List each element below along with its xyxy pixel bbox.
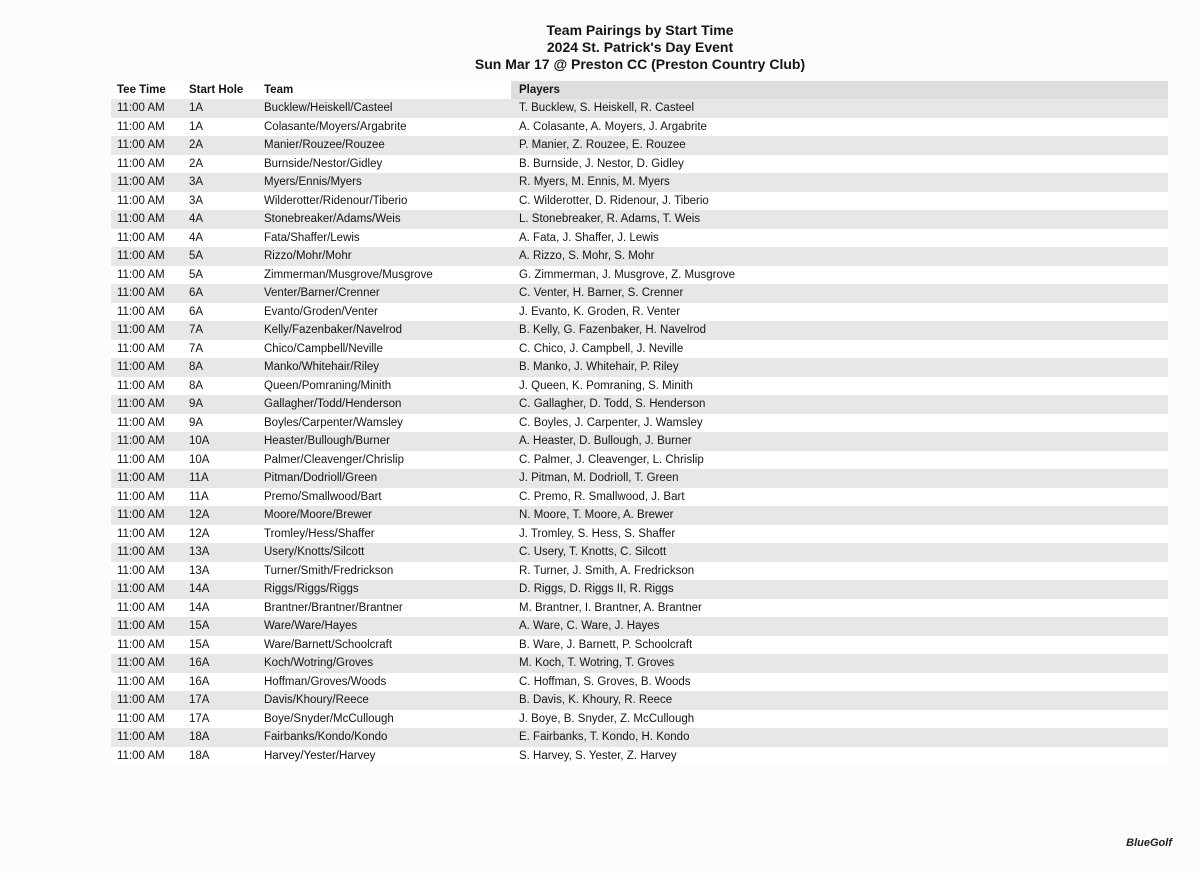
cell-start-hole: 6A <box>189 287 204 300</box>
cell-team: Turner/Smith/Fredrickson <box>264 564 394 577</box>
table-row <box>111 321 1168 340</box>
cell-tee-time: 11:00 AM <box>117 712 165 725</box>
table-row <box>111 377 1168 396</box>
document-title: Team Pairings by Start Time <box>546 22 734 38</box>
table-row <box>111 451 1168 470</box>
table-row <box>111 340 1168 359</box>
cell-start-hole: 14A <box>189 601 210 614</box>
column-header-team: Team <box>264 84 294 96</box>
table-row <box>111 136 1168 155</box>
table-row <box>111 599 1168 618</box>
event-date-location: Sun Mar 17 @ Preston CC (Preston Country Club) <box>474 56 806 72</box>
cell-start-hole: 14A <box>189 583 210 596</box>
cell-start-hole: 16A <box>189 675 210 688</box>
cell-players: M. Brantner, I. Brantner, A. Brantner <box>519 601 702 614</box>
cell-tee-time: 11:00 AM <box>117 176 165 189</box>
cell-tee-time: 11:00 AM <box>117 527 165 540</box>
column-header-start-hole: Start Hole <box>189 84 244 96</box>
cell-players: L. Stonebreaker, R. Adams, T. Weis <box>519 213 701 226</box>
cell-players: B. Ware, J. Barnett, P. Schoolcraft <box>519 638 693 651</box>
cell-team: Chico/Campbell/Neville <box>264 342 383 355</box>
cell-start-hole: 16A <box>189 657 210 670</box>
cell-players: J. Pitman, M. Dodrioll, T. Green <box>519 472 679 485</box>
cell-team: Davis/Khoury/Reece <box>264 694 369 707</box>
table-body <box>111 99 1168 765</box>
cell-team: Ware/Barnett/Schoolcraft <box>264 638 393 651</box>
cell-players: T. Bucklew, S. Heiskell, R. Casteel <box>519 102 695 115</box>
cell-players: B. Kelly, G. Fazenbaker, H. Navelrod <box>519 324 707 337</box>
cell-players: S. Harvey, S. Yester, Z. Harvey <box>519 749 677 762</box>
table-row <box>111 229 1168 248</box>
cell-players: C. Usery, T. Knotts, C. Silcott <box>519 546 667 559</box>
cell-players: C. Chico, J. Campbell, J. Neville <box>519 342 684 355</box>
cell-tee-time: 11:00 AM <box>117 305 165 318</box>
cell-team: Venter/Barner/Crenner <box>264 287 380 300</box>
cell-start-hole: 1A <box>189 102 204 115</box>
table-row <box>111 395 1168 414</box>
table-row <box>111 654 1168 673</box>
table-row <box>111 525 1168 544</box>
cell-start-hole: 17A <box>189 694 210 707</box>
table-row <box>111 488 1168 507</box>
cell-team: Zimmerman/Musgrove/Musgrove <box>264 268 433 281</box>
cell-team: Colasante/Moyers/Argabrite <box>264 120 407 133</box>
cell-start-hole: 2A <box>189 157 204 170</box>
cell-start-hole: 12A <box>189 509 210 522</box>
cell-tee-time: 11:00 AM <box>117 749 165 762</box>
cell-players: A. Ware, C. Ware, J. Hayes <box>519 620 660 633</box>
cell-start-hole: 6A <box>189 305 204 318</box>
cell-start-hole: 12A <box>189 527 210 540</box>
cell-players: A. Fata, J. Shaffer, J. Lewis <box>519 231 659 244</box>
table-row <box>111 562 1168 581</box>
cell-team: Fata/Shaffer/Lewis <box>264 231 360 244</box>
cell-team: Burnside/Nestor/Gidley <box>264 157 383 170</box>
cell-tee-time: 11:00 AM <box>117 250 165 263</box>
cell-team: Wilderotter/Ridenour/Tiberio <box>264 194 408 207</box>
cell-players: B. Manko, J. Whitehair, P. Riley <box>519 361 679 374</box>
cell-players: C. Venter, H. Barner, S. Crenner <box>519 287 684 300</box>
cell-team: Manko/Whitehair/Riley <box>264 361 380 374</box>
cell-tee-time: 11:00 AM <box>117 157 165 170</box>
cell-start-hole: 4A <box>189 231 204 244</box>
cell-players: J. Queen, K. Pomraning, S. Minith <box>519 379 693 392</box>
cell-team: Manier/Rouzee/Rouzee <box>264 139 385 152</box>
cell-tee-time: 11:00 AM <box>117 194 165 207</box>
cell-players: M. Koch, T. Wotring, T. Groves <box>519 657 675 670</box>
cell-players: A. Heaster, D. Bullough, J. Burner <box>519 435 692 448</box>
cell-tee-time: 11:00 AM <box>117 416 165 429</box>
cell-tee-time: 11:00 AM <box>117 620 165 633</box>
cell-tee-time: 11:00 AM <box>117 379 165 392</box>
cell-start-hole: 17A <box>189 712 210 725</box>
cell-start-hole: 9A <box>189 416 204 429</box>
cell-start-hole: 3A <box>189 176 204 189</box>
cell-players: C. Hoffman, S. Groves, B. Woods <box>519 675 691 688</box>
cell-team: Fairbanks/Kondo/Kondo <box>264 731 388 744</box>
cell-team: Gallagher/Todd/Henderson <box>264 398 402 411</box>
cell-start-hole: 4A <box>189 213 204 226</box>
cell-players: C. Boyles, J. Carpenter, J. Wamsley <box>519 416 703 429</box>
cell-tee-time: 11:00 AM <box>117 268 165 281</box>
table-header-row <box>111 81 1168 99</box>
cell-start-hole: 9A <box>189 398 204 411</box>
table-row <box>111 414 1168 433</box>
cell-team: Moore/Moore/Brewer <box>264 509 373 522</box>
cell-start-hole: 11A <box>189 490 209 503</box>
cell-team: Tromley/Hess/Shaffer <box>264 527 375 540</box>
cell-start-hole: 7A <box>189 324 204 337</box>
cell-team: Koch/Wotring/Groves <box>264 657 374 670</box>
cell-tee-time: 11:00 AM <box>117 731 165 744</box>
cell-tee-time: 11:00 AM <box>117 546 165 559</box>
cell-players: R. Turner, J. Smith, A. Fredrickson <box>519 564 695 577</box>
cell-start-hole: 15A <box>189 620 210 633</box>
column-header-players: Players <box>511 81 1168 99</box>
table-row <box>111 506 1168 525</box>
cell-team: Riggs/Riggs/Riggs <box>264 583 359 596</box>
cell-tee-time: 11:00 AM <box>117 435 165 448</box>
table-row <box>111 432 1168 451</box>
cell-team: Boye/Snyder/McCullough <box>264 712 394 725</box>
cell-team: Myers/Ennis/Myers <box>264 176 362 189</box>
cell-team: Kelly/Fazenbaker/Navelrod <box>264 324 403 337</box>
cell-start-hole: 3A <box>189 194 204 207</box>
cell-start-hole: 13A <box>189 564 210 577</box>
cell-players: N. Moore, T. Moore, A. Brewer <box>519 509 674 522</box>
cell-tee-time: 11:00 AM <box>117 102 165 115</box>
table-row <box>111 673 1168 692</box>
cell-team: Stonebreaker/Adams/Weis <box>264 213 401 226</box>
cell-players: J. Boye, B. Snyder, Z. McCullough <box>519 712 695 725</box>
column-header-tee-time: Tee Time <box>117 84 166 96</box>
cell-team: Rizzo/Mohr/Mohr <box>264 250 352 263</box>
table-row <box>111 691 1168 710</box>
cell-start-hole: 1A <box>189 120 204 133</box>
table-row <box>111 469 1168 488</box>
cell-tee-time: 11:00 AM <box>117 490 165 503</box>
cell-tee-time: 11:00 AM <box>117 287 165 300</box>
cell-team: Brantner/Brantner/Brantner <box>264 601 403 614</box>
document-header <box>0 22 1200 73</box>
cell-players: J. Tromley, S. Hess, S. Shaffer <box>519 527 676 540</box>
table-row <box>111 636 1168 655</box>
table-row <box>111 155 1168 174</box>
cell-start-hole: 11A <box>189 472 209 485</box>
cell-tee-time: 11:00 AM <box>117 231 165 244</box>
cell-team: Palmer/Cleavenger/Chrislip <box>264 453 404 466</box>
cell-tee-time: 11:00 AM <box>117 453 165 466</box>
cell-team: Pitman/Dodrioll/Green <box>264 472 378 485</box>
cell-tee-time: 11:00 AM <box>117 213 165 226</box>
cell-players: G. Zimmerman, J. Musgrove, Z. Musgrove <box>519 268 735 281</box>
cell-tee-time: 11:00 AM <box>117 694 165 707</box>
cell-players: B. Davis, K. Khoury, R. Reece <box>519 694 673 707</box>
table-row <box>111 173 1168 192</box>
table-row <box>111 747 1168 766</box>
table-row <box>111 617 1168 636</box>
cell-team: Hoffman/Groves/Woods <box>264 675 387 688</box>
event-name: 2024 St. Patrick's Day Event <box>546 39 734 55</box>
cell-start-hole: 15A <box>189 638 210 651</box>
table-row <box>111 710 1168 729</box>
cell-team: Boyles/Carpenter/Wamsley <box>264 416 403 429</box>
cell-tee-time: 11:00 AM <box>117 120 165 133</box>
table-row <box>111 284 1168 303</box>
cell-players: B. Burnside, J. Nestor, D. Gidley <box>519 157 684 170</box>
cell-tee-time: 11:00 AM <box>117 361 165 374</box>
cell-players: A. Colasante, A. Moyers, J. Argabrite <box>519 120 707 133</box>
cell-start-hole: 7A <box>189 342 204 355</box>
cell-tee-time: 11:00 AM <box>117 675 165 688</box>
table-row <box>111 118 1168 137</box>
cell-players: C. Wilderotter, D. Ridenour, J. Tiberio <box>519 194 709 207</box>
table-row <box>111 192 1168 211</box>
pairings-table <box>111 81 1168 765</box>
cell-tee-time: 11:00 AM <box>117 342 165 355</box>
cell-tee-time: 11:00 AM <box>117 472 165 485</box>
cell-start-hole: 13A <box>189 546 210 559</box>
cell-start-hole: 10A <box>189 453 210 466</box>
table-row <box>111 728 1168 747</box>
cell-players: P. Manier, Z. Rouzee, E. Rouzee <box>519 139 686 152</box>
footer-brand: BlueGolf <box>1126 837 1172 849</box>
cell-start-hole: 8A <box>189 379 204 392</box>
cell-tee-time: 11:00 AM <box>117 583 165 596</box>
cell-start-hole: 8A <box>189 361 204 374</box>
table-row <box>111 303 1168 322</box>
cell-start-hole: 18A <box>189 731 210 744</box>
cell-players: C. Palmer, J. Cleavenger, L. Chrislip <box>519 453 704 466</box>
cell-tee-time: 11:00 AM <box>117 324 165 337</box>
cell-team: Bucklew/Heiskell/Casteel <box>264 102 393 115</box>
cell-players: C. Premo, R. Smallwood, J. Bart <box>519 490 685 503</box>
table-row <box>111 99 1168 118</box>
cell-players: D. Riggs, D. Riggs II, R. Riggs <box>519 583 674 596</box>
cell-team: Harvey/Yester/Harvey <box>264 749 376 762</box>
cell-team: Heaster/Bullough/Burner <box>264 435 390 448</box>
table-row <box>111 210 1168 229</box>
cell-players: C. Gallagher, D. Todd, S. Henderson <box>519 398 706 411</box>
cell-team: Ware/Ware/Hayes <box>264 620 358 633</box>
cell-tee-time: 11:00 AM <box>117 601 165 614</box>
cell-players: R. Myers, M. Ennis, M. Myers <box>519 176 670 189</box>
cell-tee-time: 11:00 AM <box>117 638 165 651</box>
cell-players: J. Evanto, K. Groden, R. Venter <box>519 305 681 318</box>
cell-start-hole: 18A <box>189 749 210 762</box>
table-row <box>111 543 1168 562</box>
cell-tee-time: 11:00 AM <box>117 657 165 670</box>
cell-players: A. Rizzo, S. Mohr, S. Mohr <box>519 250 655 263</box>
cell-team: Premo/Smallwood/Bart <box>264 490 382 503</box>
cell-tee-time: 11:00 AM <box>117 398 165 411</box>
table-row <box>111 247 1168 266</box>
table-row <box>111 580 1168 599</box>
cell-start-hole: 5A <box>189 250 204 263</box>
cell-tee-time: 11:00 AM <box>117 139 165 152</box>
table-row <box>111 358 1168 377</box>
cell-start-hole: 10A <box>189 435 210 448</box>
cell-tee-time: 11:00 AM <box>117 564 165 577</box>
cell-tee-time: 11:00 AM <box>117 509 165 522</box>
table-row <box>111 266 1168 285</box>
cell-team: Usery/Knotts/Silcott <box>264 546 365 559</box>
cell-start-hole: 2A <box>189 139 204 152</box>
cell-team: Queen/Pomraning/Minith <box>264 379 392 392</box>
cell-players: E. Fairbanks, T. Kondo, H. Kondo <box>519 731 690 744</box>
cell-start-hole: 5A <box>189 268 204 281</box>
cell-team: Evanto/Groden/Venter <box>264 305 378 318</box>
